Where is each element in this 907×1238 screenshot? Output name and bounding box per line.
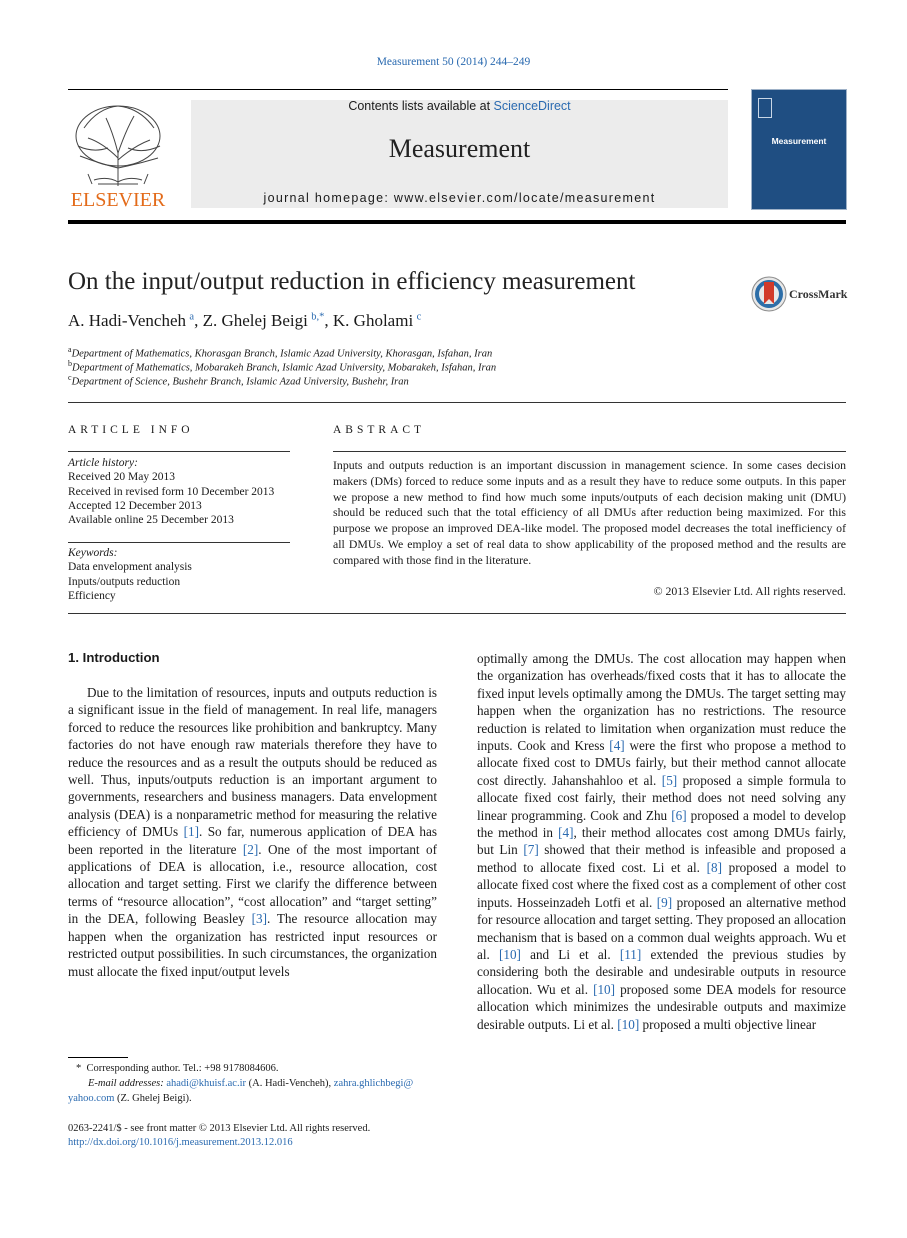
right-column-text [477,650,846,1033]
affiliation-mark: a [68,345,72,354]
journal-homepage[interactable]: journal homepage: www.elsevier.com/locate/measurement [263,191,656,205]
abstract-heading: ABSTRACT [333,424,426,436]
keyword[interactable]: Inputs/outputs reduction [68,575,181,588]
body-text: . The resource allocation may happen when the organization has restricted input resources or restricted output possibilities. In such circumstances, the organization must allocate the fixed input/output levels [68,911,437,979]
email-link[interactable]: ahadi@khuisf.ac.ir [166,1078,247,1089]
article-title: On the input/output reduction in efficiency measurement [68,268,636,295]
body-text: . One of the most important of applications of DEA is allocation, i.e., resource allocation, cost allocation and target setting. First we clarify the difference between terms of “resource allocation”, “cost allocation” and “target setting” in the DEA, following Beasley [68,841,437,927]
contents-label: Contents lists available at [348,99,494,113]
article-info-heading: ARTICLE INFO [68,424,194,436]
reference-link[interactable]: [1] [183,824,199,840]
header-top-rule [68,89,728,90]
sciencedirect-link[interactable]: ScienceDirect [493,99,571,113]
author-affil-mark[interactable]: b,* [311,311,325,323]
reference-link[interactable]: [10] [498,946,521,962]
history-item: Available online 25 December 2013 [68,514,234,527]
affiliation [68,345,492,360]
affiliation-mark: b [68,359,72,368]
body-text: proposed a model to allocate fixed cost where the fixed cost as a complement of other cost inputs. Hosseinzadeh Lotfi et al. [477,859,846,910]
reference-link[interactable]: [5] [661,772,678,788]
author-separator: , [324,311,333,330]
footnote [68,1061,440,1106]
journal-cover-thumbnail[interactable] [751,89,847,210]
body-text: proposed a model to develop the method in [477,807,846,841]
reference-link[interactable]: [11] [619,946,642,962]
body-text: extended the previous studies by considering both the desirable and undesirable outputs in resource allocation. Wu et al. [477,946,846,997]
history-item: Received 20 May 2013 [68,471,175,484]
elsevier-logo [68,98,168,210]
reference-link[interactable]: [3] [251,911,268,927]
journal-name: Measurement [388,134,531,163]
body-text: proposed a simple formula to allocate fixed cost fairly, their method does not need solving any linear programming. Cook and Zhu [477,772,846,823]
contents-line [191,99,728,113]
body-text: Due to the limitation of resources, inputs and outputs reduction is a significant issue in the field of management. In real life, managers forced to reduce the resources like prohibition and bankruptcy. Many factories do not have enough raw materials therefore they have to reduce the resources and as a result the outputs should be reduced as well. Thus, inputs/outputs reduction is an important argument to governments, researchers and business managers. Data envelopment analysis (DEA) is a nonparametric method for measuring the relative efficiency of DMUs [68,685,437,840]
reference-link[interactable]: [10] [617,1016,640,1032]
footnote-rule [68,1057,128,1058]
cover-emblem-icon [758,98,772,118]
reference-link[interactable]: [6] [671,807,687,823]
body-text: proposed some DEA models for resource allocation which minimizes the undesirable outputs and maximize desirable outputs. Li et al. [477,981,846,1032]
crossmark-badge[interactable] [751,276,851,312]
corresponding-author-text: Corresponding author. Tel.: +98 9178084606. [86,1063,279,1074]
email-line-cont [68,1091,440,1106]
author-affil-mark[interactable]: c [416,311,422,323]
divider [68,613,846,614]
doi-link[interactable]: http://dx.doi.org/10.1016/j.measurement.2013.12.016 [68,1137,293,1148]
article-history [68,456,274,527]
issn-line: 0263-2241/$ - see front matter © 2013 Elsevier Ltd. All rights reserved. [68,1123,371,1134]
affiliation [68,373,409,388]
body-text: , their method allocates cost among DMUs fairly, but Lin [477,825,846,858]
elsevier-wordmark: ELSEVIER [70,189,166,210]
reference-link[interactable]: [7] [523,842,539,858]
body-text: proposed a multi objective linear [639,1016,817,1032]
history-label: Article history: [68,457,138,469]
email-owner: (A. Hadi-Vencheh), [246,1078,334,1089]
body-text: proposed an alternative method for resource allocation and target setting. They proposed an allocation mechanism that is based on a common dual weights approach. Wu et al. [477,894,847,962]
keywords [68,546,192,603]
author-list [68,311,421,331]
email-label: E-mail addresses: [88,1078,167,1089]
author-separator: , [194,311,203,330]
author-name[interactable]: Z. Ghelej Beigi [202,311,308,330]
email-link[interactable]: yahoo.com [68,1093,115,1104]
keywords-label: Keywords: [68,547,118,559]
body-text: showed that their method is infeasible and proposed a method to allocate fixed cost. Li et al. [477,842,846,875]
history-item: Accepted 12 December 2013 [68,499,202,512]
cover-title: Measurement [771,136,827,146]
affiliation-text: Department of Mathematics, Mobarakeh Branch, Islamic Azad University, Mobarakeh, Isfahan, Iran [72,362,497,374]
affiliation-mark: c [68,373,72,382]
header-bottom-rule [68,220,846,224]
section-heading: 1. Introduction [68,650,160,665]
reference-link[interactable]: [2] [242,841,259,857]
crossmark-icon [751,276,787,312]
keyword[interactable]: Data envelopment analysis [68,561,192,574]
divider [68,542,290,543]
history-item: Received in revised form 10 December 2013 [68,485,275,498]
affiliation-text: Department of Mathematics, Khorasgan Branch, Islamic Azad University, Khorasgan, Isfahan, Iran [71,348,493,360]
divider [68,402,846,403]
affiliation-text: Department of Science, Bushehr Branch, Islamic Azad University, Bushehr, Iran [71,376,409,388]
author-affil-mark[interactable]: a [189,311,195,323]
affiliation [68,359,496,374]
divider [68,451,290,452]
email-line [68,1076,440,1091]
author-name[interactable]: A. Hadi-Vencheh [68,311,187,330]
reference-link[interactable]: [4] [609,738,625,754]
abstract-text: Inputs and outputs reduction is an important discussion in management science. In some cases decision makers (DMs) forced to reduce some inputs and as a result they have to reduce some outputs. In this paper we propose a new method to find how much some inputs/outputs of each decision making unit (DMU) should be reduced such that the total efficiency of all DMUs after reduction being maximized. For this purpose we propose an improved DEA-like model. The proposed model decreases the total inefficiency of all DMUs. We employ a set of real data to show applicability of the proposed method and the results are compared with those find in the literature. [333,458,846,567]
email-owner: (Z. Ghelej Beigi). [114,1093,192,1104]
crossmark-label: CrossMark [789,287,848,301]
journal-citation[interactable]: Measurement 50 (2014) 244–249 [376,56,531,68]
abstract-copyright: © 2013 Elsevier Ltd. All rights reserved. [653,584,846,598]
body-text: and Li et al. [520,946,620,962]
body-text: were the first who propose a method to allocate fixed cost to DMUs fairly, but their method cannot allocate cost directly. Jahanshahloo et al. [477,738,846,788]
divider [333,451,846,452]
keyword[interactable]: Efficiency [68,589,116,602]
corresponding-author-note: * Corresponding author. Tel.: +98 9178084606. [76,1063,279,1074]
reference-link[interactable]: [4] [558,825,574,841]
body-text: . So far, numerous application of DEA has been reported in the literature [68,824,437,857]
reference-link[interactable]: [10] [593,981,616,997]
reference-link[interactable]: [9] [656,894,673,910]
body-text: optimally among the DMUs. The cost allocation may happen when the organization has overheads/fixed costs that it has to allocate the fixed input levels optimally among the DMUs. The target setting may happen when the organization has no restrictions. The resource reduction is related to limitation when organization must reduce the inputs. Cook and Kress [477,651,846,754]
reference-link[interactable]: [8] [706,859,723,875]
left-column-text [68,684,437,980]
email-link[interactable]: zahra.ghlichbegi@ [333,1078,414,1089]
author-name[interactable]: K. Gholami [332,311,414,330]
